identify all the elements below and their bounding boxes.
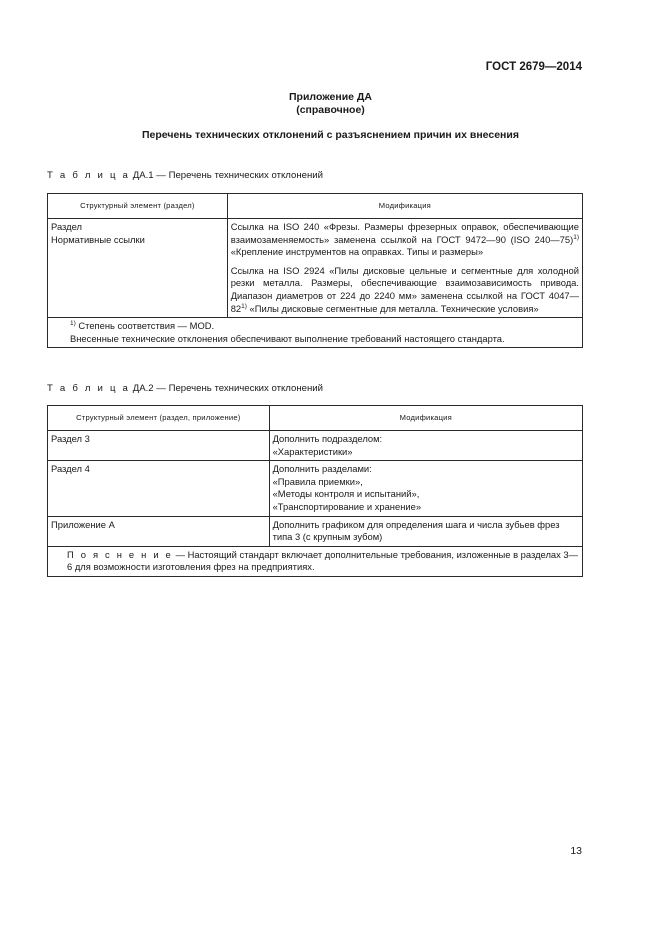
table1-footnote-line2: Внесенные технические отклонения обеспечивают выполнение требований настоящего стандарта. [70,332,505,344]
page-number: 13 [570,845,582,857]
table2-col1-header: Структурный элемент (раздел, приложение) [48,406,270,431]
annex-title: Приложение ДА [289,91,372,103]
table1-col2-header: Модификация [227,194,582,219]
document-code: ГОСТ 2679—2014 [485,61,582,73]
table2-header-row [48,406,583,431]
modification-line: «Характеристики» [272,445,353,457]
table-row [48,516,583,546]
footnote-marker: 1) [241,302,247,310]
modification-line: Дополнить графиком для определения шага и числа зубьев фрез [272,518,560,530]
table1-para2 [231,265,579,315]
table-1 [47,193,583,348]
table2-element-cell: Раздел 4 [48,461,270,516]
table1-para1-text2: «Крепление инструментов на оправках. Типы и размеры» [230,246,484,258]
modification-line: «Правила приемки», [272,475,363,487]
table2-caption-prefix: Т а б л и ц а [47,383,131,394]
modification-line: Дополнить разделами: [272,463,372,475]
table2-col2-header: Модификация [269,406,582,431]
table2-note-row [48,546,583,576]
table2-caption-text: ДА.2 — Перечень технических отклонений [130,383,323,394]
table1-caption-text: ДА.1 — Перечень технических отклонений [130,170,323,181]
modification-line: типа 3 (с крупным зубом) [272,531,383,543]
table1-footnote-cell [48,318,583,348]
table1-footnote-row [48,318,583,348]
note-prefix: П о я с н е н и е [67,548,173,560]
modification-line: «Методы контроля и испытаний», [272,488,420,500]
table1-element-line2: Нормативные ссылки [51,233,145,245]
footnote-marker: 1) [70,320,76,328]
table1-col1-header: Структурный элемент (раздел) [48,194,228,219]
table2-note-cell [48,546,583,576]
table2-element-cell: Приложение А [48,516,270,546]
table1-modification-cell [227,219,582,318]
table2-modification-cell [269,461,582,516]
table2-caption [47,383,323,394]
table1-para1 [231,221,579,259]
table-2 [47,405,583,577]
table1-para1-text: Ссылка на ISO 240 «Фрезы. Размеры фрезерных оправок, обеспечивающие взаимозаменяемость» заменена ссылкой на ГОСТ 9472—90 (ISO 240—75) [230,221,579,245]
table1-element-cell [48,219,228,318]
table2-modification-cell [269,516,582,546]
table1-caption [47,170,323,181]
annex-heading: Перечень технических отклонений с разъяснением причин их внесения [141,129,519,141]
table2-element-cell: Раздел 3 [48,431,270,461]
table2-modification-cell [269,431,582,461]
note-text: — Настоящий стандарт включает дополнительные требования, изложенные в разделах 3—6 для возможности изготовления фрез на предприятиях. [67,548,579,573]
table1-element-line1: Раздел [51,221,82,232]
table-row [48,219,583,318]
table1-footnote-text: Степень соответствия — MOD. [75,320,215,332]
table1-para2-text2: «Пилы дисковые сегментные для металла. Технические условия» [246,302,539,314]
modification-line: Дополнить подразделом: [272,433,383,444]
annex-subtitle: (справочное) [296,104,365,116]
modification-line: «Транспортирование и хранение» [272,500,422,512]
table1-header-row [48,194,583,219]
table-row [48,431,583,461]
table1-footnote [51,320,579,333]
table1-para2-text: Ссылка на ISO 2924 «Пилы дисковые цельные и сегментные для холодной резки металла. Размеры, обеспечивающие взаимозависимость привода. Диапазон диаметров от 224 до 2240 мм» заменена ссылкой на ГОСТ 4047—82 [230,264,579,314]
table1-caption-prefix: Т а б л и ц а [47,170,131,181]
footnote-marker: 1) [573,233,579,241]
table-row [48,461,583,516]
